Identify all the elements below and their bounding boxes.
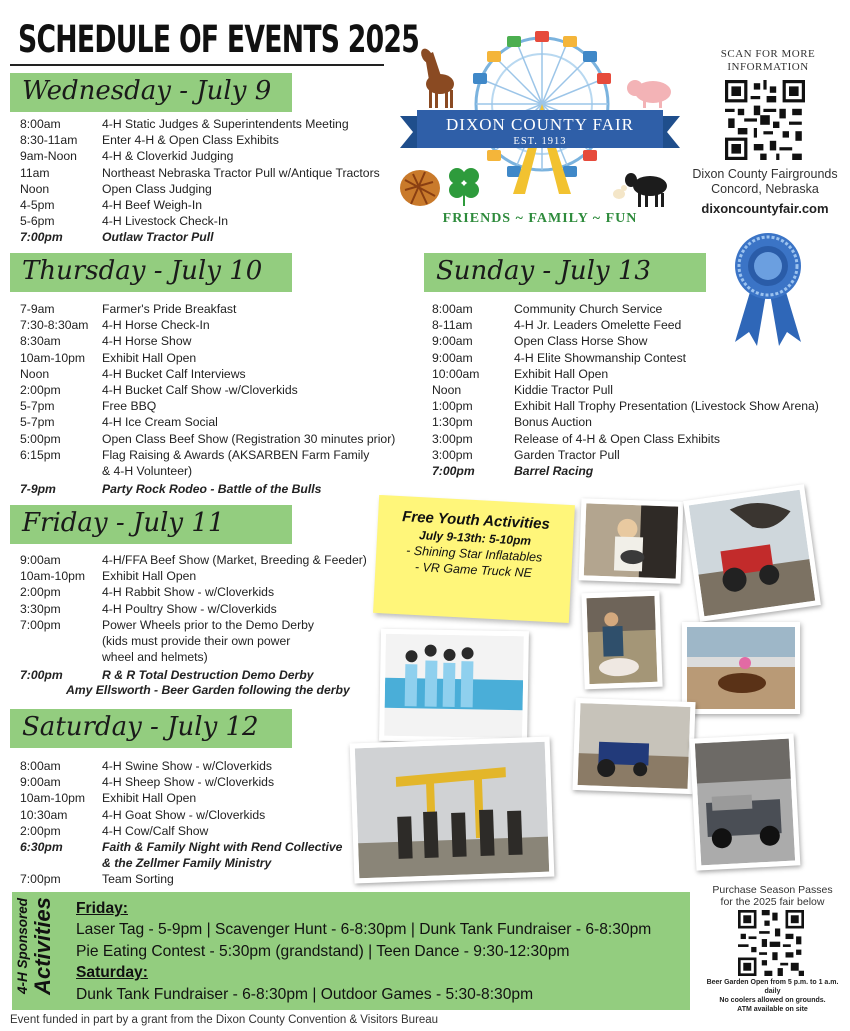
activities-line: Pie Eating Contest - 5:30pm (grandstand) | Teen Dance - 9:30-12:30pm xyxy=(76,942,570,960)
event-row: 3:30pm 4-H Poultry Show - w/Cloverkids xyxy=(20,601,277,616)
beer-note-line: No coolers allowed on grounds. xyxy=(719,997,826,1004)
event-row-continuation: (kids must provide their own power xyxy=(102,634,291,649)
4h-activities-list xyxy=(76,898,651,1005)
event-row: 3:00pm Release of 4-H & Open Class Exhibits xyxy=(432,431,720,446)
fairgrounds-location xyxy=(685,167,845,197)
event-row: 5-7pm Free BBQ xyxy=(20,399,157,414)
qr-code-info-icon[interactable] xyxy=(725,80,805,160)
friday-events xyxy=(20,552,367,684)
youth-activities-note xyxy=(373,495,575,623)
event-row-highlight: 7:00pm R & R Total Destruction Demo Derby xyxy=(20,668,314,683)
beer-garden-note: Amy Ellsworth - Beer Garden following the derby xyxy=(66,683,350,697)
event-row: 8:30-11am Enter 4-H & Open Class Exhibits xyxy=(20,133,279,148)
event-row: 7:30-8:30am 4-H Horse Check-In xyxy=(20,318,210,333)
passes-line: Purchase Season Passes xyxy=(712,884,833,896)
day-header-thursday: Thursday - July 10 xyxy=(10,253,292,292)
event-row: 5-7pm 4-H Ice Cream Social xyxy=(20,415,218,430)
saturday-events xyxy=(20,758,342,888)
event-row: 2:00pm 4-H Rabbit Show - w/Cloverkids xyxy=(20,585,275,600)
photo-band-blue-dresses xyxy=(379,629,529,744)
youth-dates: July 9-13th: 5-10pm xyxy=(418,528,532,548)
event-row: 8:00am 4-H Swine Show - w/Cloverkids xyxy=(20,759,273,773)
photo-rend-collective xyxy=(350,737,555,884)
pig-icon xyxy=(627,80,671,108)
event-row: 4-5pm 4-H Beef Weigh-In xyxy=(20,198,203,213)
logo-est: EST. 1913 xyxy=(513,136,567,147)
footer-credit: Event funded in part by a grant from the Dixon County Convention & Visitors Bureau xyxy=(10,1014,439,1026)
event-row: 2:00pm 4-H Bucket Calf Show -w/Cloverkids xyxy=(20,383,298,398)
photo-barrel-racing xyxy=(682,622,800,714)
event-row: 8-11am 4-H Jr. Leaders Omelette Feed xyxy=(432,318,682,333)
youth-item: - VR Game Truck NE xyxy=(414,559,533,581)
activities-saturday-label: Saturday: xyxy=(76,964,148,982)
day-header-wednesday: Wednesday - July 9 xyxy=(10,73,292,112)
blue-ribbon-icon xyxy=(727,232,809,350)
event-row-continuation: wheel and helmets) xyxy=(102,650,208,665)
event-row-continuation: & 4-H Volunteer) xyxy=(102,464,193,479)
event-row: 10:30am 4-H Goat Show - w/Cloverkids xyxy=(20,807,266,822)
photo-demo-derby xyxy=(690,733,801,870)
activities-line: Laser Tag - 5-9pm | Scavenger Hunt - 6-8:30pm | Dunk Tank Fundraiser - 6-8:30pm xyxy=(76,921,652,939)
horse-icon xyxy=(419,47,454,108)
photo-girl-with-rabbit xyxy=(579,498,684,584)
event-row: 1:30pm Bonus Auction xyxy=(432,415,592,430)
event-row: 6:15pm Flag Raising & Awards (AKSARBEN Farm Family xyxy=(20,447,370,462)
event-row: 5:00pm Open Class Beef Show (Registration 30 minutes prior) xyxy=(20,431,396,446)
website-link[interactable]: dixoncountyfair.com xyxy=(701,201,829,216)
event-row: 9:00am 4-H/FFA Beef Show (Market, Breeding & Feeder) xyxy=(20,553,367,567)
day-header-friday: Friday - July 11 xyxy=(10,505,292,544)
event-row: 9:00am 4-H Sheep Show - w/Cloverkids xyxy=(20,775,275,790)
event-row: 10:00am Exhibit Hall Open xyxy=(432,366,609,381)
event-row: 9:00am 4-H Elite Showmanship Contest xyxy=(432,350,687,365)
event-row: 2:00pm 4-H Cow/Calf Show xyxy=(20,823,209,838)
clover-icon xyxy=(449,168,479,206)
event-row: 10am-10pm Exhibit Hall Open xyxy=(20,350,197,365)
event-row: 9:00am Open Class Horse Show xyxy=(432,334,648,349)
event-row-continuation: & the Zellmer Family Ministry xyxy=(102,856,272,871)
event-row: Noon Kiddie Tractor Pull xyxy=(432,383,613,398)
activities-friday-label: Friday: xyxy=(76,900,128,917)
event-row: 7:00pm Team Sorting xyxy=(20,872,174,887)
event-row: 8:00am Community Church Service xyxy=(432,302,663,316)
youth-heading: Free Youth Activities xyxy=(401,508,551,533)
season-pass-info xyxy=(700,884,845,908)
cow-icon xyxy=(625,173,667,207)
event-row: 10am-10pm Exhibit Hall Open xyxy=(20,791,197,806)
photo-garden-tractor-pull xyxy=(572,698,695,794)
event-row: 8:30am 4-H Horse Show xyxy=(20,334,192,349)
pie-icon xyxy=(400,170,440,206)
activities-line: Dunk Tank Fundraiser - 6-8:30pm | Outdoor Games - 5:30-8:30pm xyxy=(76,985,534,1003)
qr-code-passes-icon[interactable] xyxy=(738,910,804,976)
day-header-saturday: Saturday - July 12 xyxy=(10,709,292,748)
event-row: 5-6pm 4-H Livestock Check-In xyxy=(20,214,228,229)
event-row: 7:00pm Power Wheels prior to the Demo Derby xyxy=(20,617,315,632)
photo-boy-with-pig xyxy=(581,591,662,690)
event-row-highlight: 7-9pm Party Rock Rodeo - Battle of the Bulls xyxy=(20,482,322,497)
location-line: Concord, Nebraska xyxy=(711,182,819,196)
wednesday-events xyxy=(20,116,380,246)
fair-logo xyxy=(395,18,685,240)
event-row: 8:00am 4-H Static Judges & Superintendents Meeting xyxy=(20,117,349,131)
event-row: 10am-10pm Exhibit Hall Open xyxy=(20,569,197,584)
chicken-icon xyxy=(613,185,627,199)
passes-line: for the 2025 fair below xyxy=(720,896,825,908)
4h-side-bottom: Activities xyxy=(30,897,55,995)
thursday-events xyxy=(20,301,395,497)
event-row-highlight: 7:00pm Outlaw Tractor Pull xyxy=(20,230,214,245)
event-row: 7-9am Farmer's Pride Breakfast xyxy=(20,302,237,316)
event-row: Noon 4-H Bucket Calf Interviews xyxy=(20,366,246,381)
event-row: 1:00pm Exhibit Hall Trophy Presentation (Livestock Show Arena) xyxy=(432,399,819,414)
logo-fair-name: DIXON COUNTY FAIR xyxy=(446,115,634,134)
event-row-highlight: 7:00pm Barrel Racing xyxy=(432,464,594,479)
event-row: 11am Northeast Nebraska Tractor Pull w/Antique Tractors xyxy=(20,165,380,180)
page-title: SCHEDULE OF EVENTS 2025 xyxy=(18,18,420,61)
event-row: Noon Open Class Judging xyxy=(20,181,212,196)
4h-activities-box xyxy=(12,892,690,1010)
beer-note-line: Beer Garden Open from 5 p.m. to 1 a.m. daily xyxy=(706,979,839,995)
scan-line: INFORMATION xyxy=(727,61,809,73)
event-row: 9am-Noon 4-H & Cloverkid Judging xyxy=(20,149,234,164)
scan-info xyxy=(698,48,838,74)
4h-side-top: 4-H Sponsored xyxy=(15,898,30,995)
title-underline xyxy=(10,64,384,66)
event-row-highlight: 6:30pm Faith & Family Night with Rend Collective xyxy=(20,840,343,855)
event-row: 3:00pm Garden Tractor Pull xyxy=(432,447,620,462)
photo-tractor-pull xyxy=(683,484,821,622)
4h-side-label xyxy=(14,888,55,1004)
day-header-sunday: Sunday - July 13 xyxy=(424,253,706,292)
beer-garden-info xyxy=(700,978,845,1014)
beer-note-line: ATM available on site xyxy=(737,1006,808,1013)
logo-tagline: FRIENDS ~ FAMILY ~ FUN xyxy=(442,211,638,226)
youth-item: - Shining Star Inflatables xyxy=(405,543,543,565)
location-line: Dixon County Fairgrounds xyxy=(692,167,838,181)
scan-line: SCAN FOR MORE xyxy=(720,48,816,60)
